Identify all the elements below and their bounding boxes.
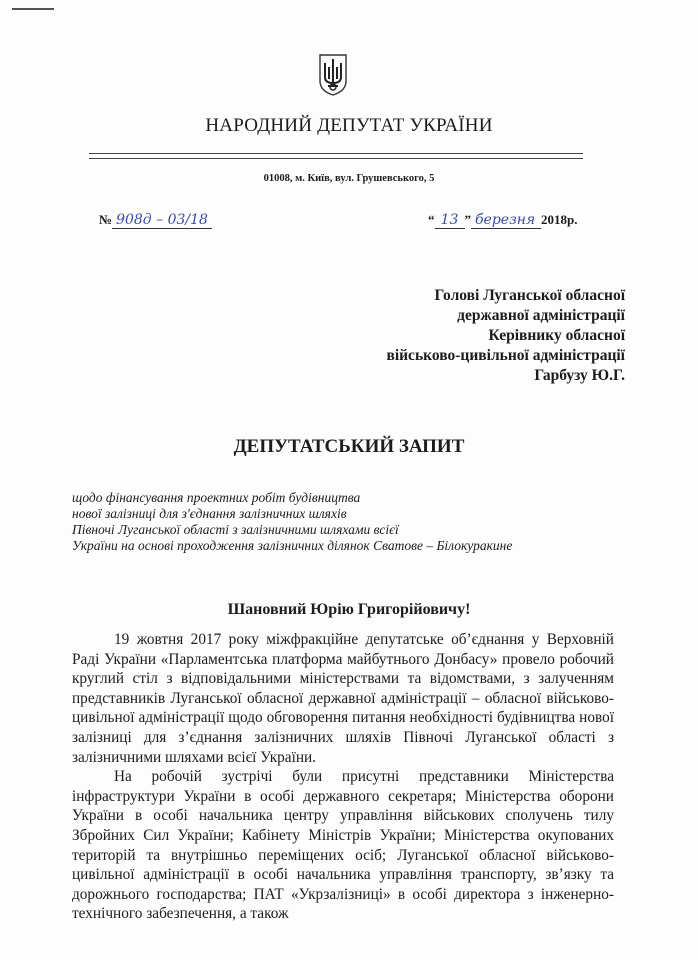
addressee-line: військово-цивільної адміністрації xyxy=(386,347,625,364)
paragraph: 19 жовтня 2017 року міжфракційне депутатське об’єднання у Верховній Раді України «Парламентська платформа майбутнього Донбасу» провело робочий круглий стіл з відповідальними міністерствами та відомствами, з залученням представників Луганської обласної державної адміністрації – обласної військово-цивільної адміністрації щодо обговорення питання необхідності будівництва нової залізниці для з’єднання залізничних шляхів Півночі Луганської області з залізничними шляхами всієї України. xyxy=(72,631,614,766)
staple-mark xyxy=(12,8,54,10)
trident-coat-of-arms-icon xyxy=(318,53,348,96)
subject-line: нової залізниці для з'єднання залізничних шляхів xyxy=(72,506,347,521)
handwritten-number: 908д – 03/18 xyxy=(112,212,212,229)
subject-block xyxy=(72,490,632,554)
date-year: 2018р. xyxy=(541,212,578,227)
document-title: ДЕПУТАТСЬКИЙ ЗАПИТ xyxy=(233,436,465,457)
addressee-line: Гарбузу Ю.Г. xyxy=(534,367,625,384)
handwritten-month: березня xyxy=(471,212,541,229)
subject-line: Півночі Луганської області з залізничними шляхами всієї xyxy=(72,522,399,537)
registration-number xyxy=(99,212,212,229)
letterhead-organization: НАРОДНИЙ ДЕПУТАТ УКРАЇНИ xyxy=(205,115,493,136)
subject-line: України на основі проходження залізничних ділянок Сватове – Білокуракине xyxy=(72,538,513,553)
paragraph: На робочій зустрічі були присутні представники Міністерства інфраструктури України в особі державного секретаря; Міністерства оборони України в особі начальника центру управління військових сполучень тилу Збройних Сил України; Кабінету Міністрів України; Міністерства окупованих територій та внутрішньо переміщених осіб; Луганської обласної військово-цивільної адміністрації в особі начальника управління транспорту, зв’язку та дорожнього господарства; ПАТ «Укрзалізниці» в особі директора з інженерно-технічного забезпечення, а також xyxy=(72,768,614,923)
subject-line: щодо фінансування проектних робіт будівництва xyxy=(72,490,361,505)
letterhead-address: 01008, м. Київ, вул. Грушевського, 5 xyxy=(263,173,435,184)
date-open-quote: “ xyxy=(428,212,435,227)
date-close-quote: ” xyxy=(464,212,471,227)
addressee-block xyxy=(386,286,625,386)
addressee-line: Голові Луганської обласної xyxy=(434,287,625,304)
registration-date xyxy=(428,212,577,229)
addressee-line: державної адміністрації xyxy=(457,307,625,324)
salutation: Шановний Юрію Григорійовичу! xyxy=(227,601,471,618)
number-prefix: № xyxy=(99,212,113,227)
addressee-line: Керівнику обласної xyxy=(488,327,625,344)
letterhead-divider xyxy=(89,153,583,159)
handwritten-day: 13 xyxy=(435,212,465,229)
body-text xyxy=(72,630,614,924)
